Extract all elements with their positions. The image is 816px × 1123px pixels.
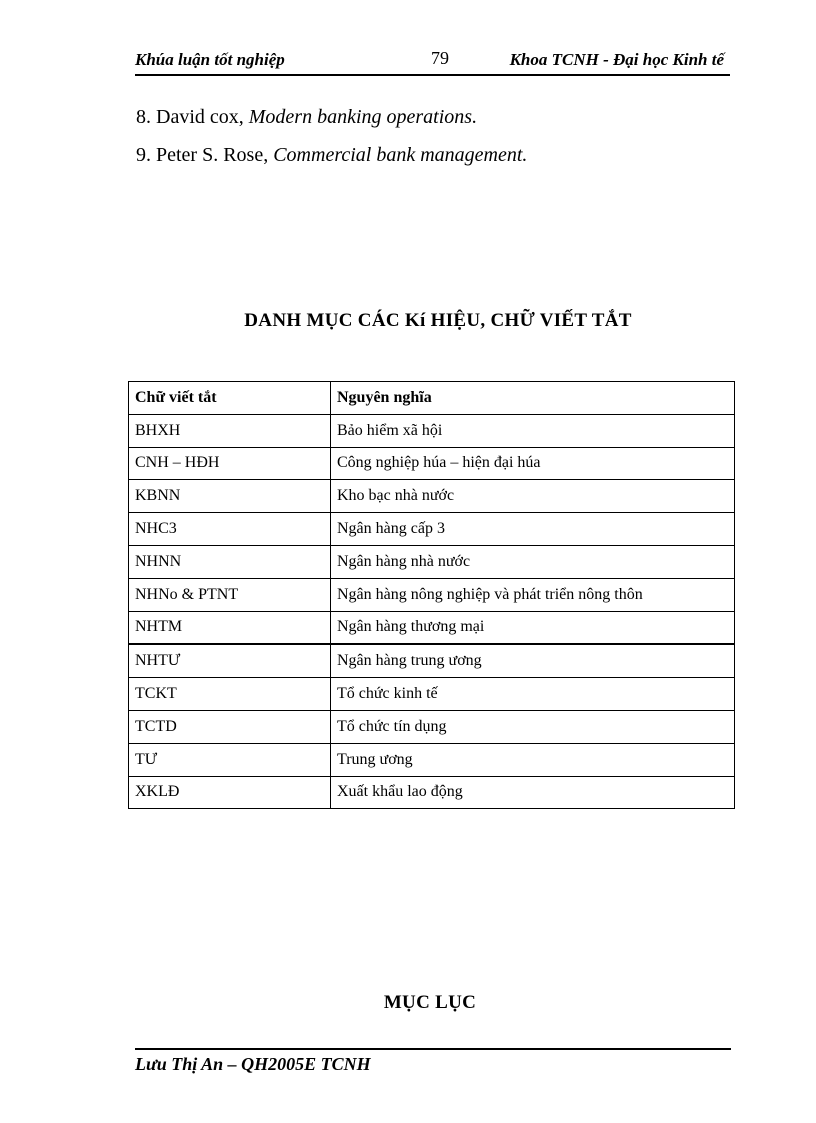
table-row	[129, 480, 735, 513]
abbreviation-cell: XKLĐ	[129, 776, 331, 809]
table-row	[129, 644, 735, 677]
table-row	[129, 710, 735, 743]
table-row	[129, 776, 735, 809]
table-header-row	[129, 382, 735, 415]
meaning-cell: Tổ chức tín dụng	[331, 710, 735, 743]
abbreviation-cell: TƯ	[129, 743, 331, 776]
meaning-cell: Bảo hiểm xã hội	[331, 414, 735, 447]
abbreviation-cell: NHTM	[129, 611, 331, 644]
page-footer: Lưu Thị An – QH2005E TCNH	[135, 1054, 371, 1074]
table-row	[129, 545, 735, 578]
abbreviation-cell: NHNo & PTNT	[129, 578, 331, 611]
table-row	[129, 414, 735, 447]
abbreviation-cell: NHC3	[129, 513, 331, 546]
table-row	[129, 743, 735, 776]
meaning-cell: Tổ chức kinh tế	[331, 678, 735, 711]
reference-item	[136, 144, 527, 167]
abbreviation-cell: TCKT	[129, 678, 331, 711]
meaning-cell: Trung ương	[331, 743, 735, 776]
footer-divider	[135, 1048, 731, 1050]
page-header	[135, 48, 730, 76]
abbreviation-cell: TCTD	[129, 710, 331, 743]
column-header-abbreviation: Chữ viết tắt	[129, 382, 331, 415]
reference-title: Commercial bank management.	[273, 144, 528, 166]
abbreviation-cell: BHXH	[129, 414, 331, 447]
column-header-meaning: Nguyên nghĩa	[331, 382, 735, 415]
table-row	[129, 611, 735, 644]
table-row	[129, 447, 735, 480]
reference-title: Modern banking operations.	[248, 106, 478, 128]
abbreviations-table	[128, 381, 735, 809]
abbreviation-cell: NHNN	[129, 545, 331, 578]
header-thesis-label: Khúa luận tốt nghiệp	[135, 50, 285, 69]
abbreviations-title: DANH MỤC CÁC Kí HIỆU, CHỮ VIẾT TẮT	[244, 310, 632, 331]
abbreviation-cell: KBNN	[129, 480, 331, 513]
page-number: 79	[431, 48, 449, 68]
contents-title: MỤC LỤC	[383, 992, 477, 1013]
meaning-cell: Ngân hàng cấp 3	[331, 513, 735, 546]
table-row	[129, 578, 735, 611]
table-row	[129, 678, 735, 711]
reference-item	[136, 106, 477, 129]
abbreviation-cell: NHTƯ	[129, 644, 331, 677]
meaning-cell: Ngân hàng thương mại	[331, 611, 735, 644]
meaning-cell: Ngân hàng nông nghiệp và phát triển nông thôn	[331, 578, 735, 611]
reference-author: 9. Peter S. Rose,	[136, 144, 274, 166]
meaning-cell: Ngân hàng trung ương	[331, 644, 735, 677]
header-faculty-label: Khoa TCNH - Đại học Kinh tế	[509, 50, 724, 69]
abbreviation-cell: CNH – HĐH	[129, 447, 331, 480]
reference-author: 8. David cox,	[136, 106, 249, 128]
table-row	[129, 513, 735, 546]
meaning-cell: Kho bạc nhà nước	[331, 480, 735, 513]
meaning-cell: Xuất khẩu lao động	[331, 776, 735, 809]
meaning-cell: Công nghiệp húa – hiện đại húa	[331, 447, 735, 480]
meaning-cell: Ngân hàng nhà nước	[331, 545, 735, 578]
